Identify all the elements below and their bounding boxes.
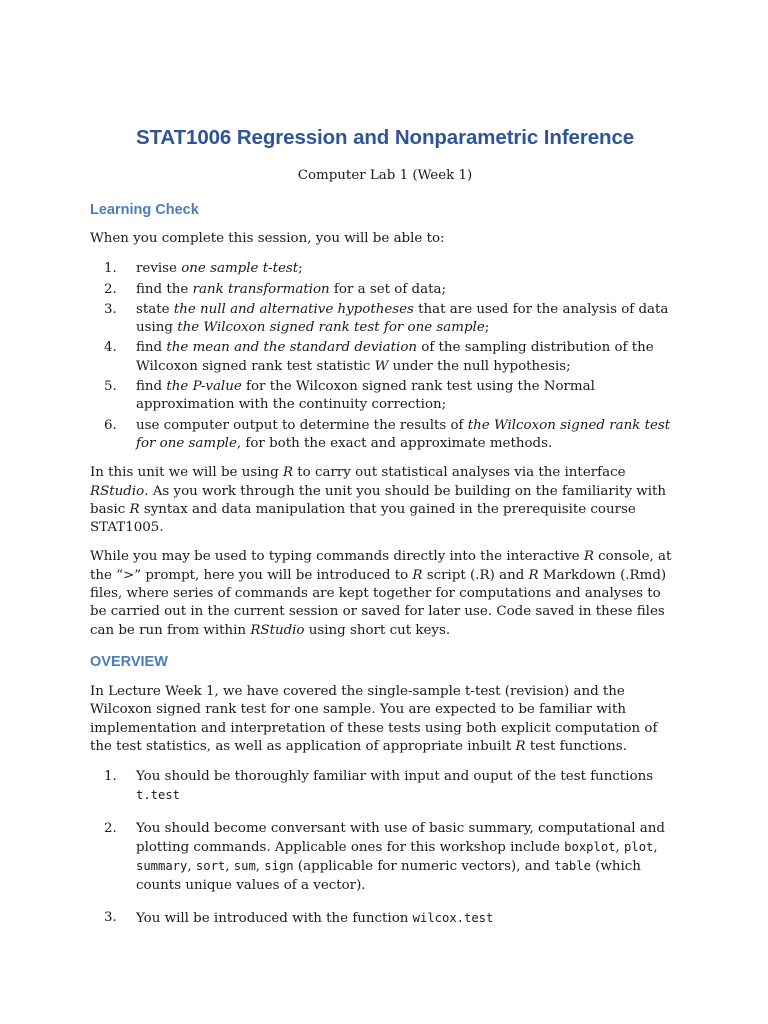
- list-item: 3. You will be introduced with the function wilcox.test: [104, 909, 494, 926]
- page-title: STAT1006 Regression and Nonparametric Inference: [135, 126, 635, 149]
- code-sign: sign: [264, 859, 294, 874]
- document-page: [90, 124, 680, 928]
- learning-check-list: [90, 260, 680, 453]
- code-sum: sum: [233, 859, 256, 874]
- list-item: 2. find the rank transformation for a set of data;: [104, 281, 446, 297]
- code-sort: sort: [195, 859, 226, 874]
- list-item: 6. use computer output to determine the results of the Wilcoxon signed rank test for one sample, for both the exact and approximate methods.: [104, 417, 671, 451]
- paragraph-overview: In Lecture Week 1, we have covered the single-sample t-test (revision) and the Wilcoxon signed rank test for one sample. You are expected to be familiar with implementation and interpretation of these tests using both explicit computation of the test statistics, as well as application of appropriate inbuilt R test functions.: [90, 683, 658, 754]
- list-item: 2. You should become conversant with use of basic summary, computational and plotting commands. Applicable ones for this workshop include boxplot, plot, summary, sort, sum, sign (applicable for numeric vectors), and table (which counts unique values of a vector).: [104, 820, 665, 893]
- code-t-test: t.test: [136, 788, 181, 803]
- learning-check-heading: Learning Check: [90, 202, 199, 218]
- list-item: 4. find the mean and the standard deviation of the sampling distribution of the Wilcoxon signed rank test statistic W under the null hypothesis;: [104, 340, 654, 374]
- code-wilcox-test: wilcox.test: [412, 910, 494, 925]
- paragraph-r-scripts: While you may be used to typing commands directly into the interactive R console, at the “>” prompt, here you will be introduced to R script (.R) and R Markdown (.Rmd) files, where series of commands are kept together for computations and analyses to be carried out in the current session or saved for later use. Code saved in these files can be run from within RStudio using short cut keys.: [90, 549, 672, 638]
- list-item: 1. revise one sample t-test;: [104, 261, 303, 277]
- paragraph-r-intro: In this unit we will be using R to carry out statistical analyses via the interface RStudio. As you work through the unit you should be building on the familiarity with basic R syntax and data manipulation that you gained in the prerequisite course STAT1005.: [90, 465, 667, 536]
- list-item: 5. find the P-value for the Wilcoxon signed rank test using the Normal approximation with the continuity correction;: [104, 379, 595, 413]
- code-summary: summary: [136, 859, 188, 874]
- list-item: 1. You should be thoroughly familiar with input and ouput of the test functions t.test: [104, 769, 654, 803]
- list-item: 3. state the null and alternative hypotheses that are used for the analysis of data using the Wilcoxon signed rank test for one sample;: [104, 301, 669, 336]
- page-subtitle: Computer Lab 1 (Week 1): [297, 168, 473, 183]
- code-table: table: [554, 859, 591, 874]
- learning-check-intro: When you complete this session, you will be able to:: [90, 231, 445, 246]
- code-plot: plot: [624, 840, 654, 855]
- overview-list: [90, 768, 680, 928]
- overview-heading: OVERVIEW: [90, 653, 168, 670]
- code-boxplot: boxplot: [564, 840, 616, 855]
